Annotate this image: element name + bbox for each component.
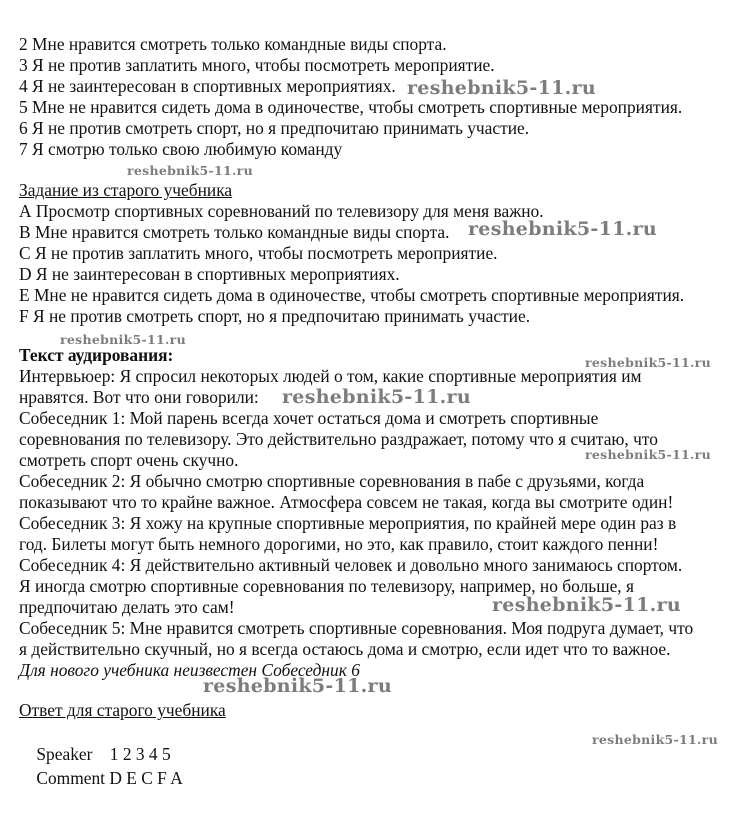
watermark: reshebnik5-11.ru <box>492 594 681 616</box>
comment-letters: D E C F A <box>109 768 183 788</box>
watermark: reshebnik5-11.ru <box>468 218 657 240</box>
transcript-line: Собеседник 3: Я хожу на крупные спортивные мероприятия, по крайней мере один раз в <box>19 513 677 533</box>
list-item: 4 Я не заинтересован в спортивных мероприятиях. <box>19 76 396 96</box>
old-task-item: Е Мне не нравится сидеть дома в одиночестве, чтобы смотреть спортивные мероприятия. <box>19 285 685 305</box>
transcript-line: Интервьюер: Я спросил некоторых людей о том, какие спортивные мероприятия им <box>19 366 642 386</box>
transcript-line: Я иногда смотрю спортивные соревнования по телевизору, например, но больше, я <box>19 576 634 596</box>
watermark: reshebnik5-11.ru <box>127 163 253 178</box>
watermark: reshebnik5-11.ru <box>592 732 718 747</box>
list-item: 7 Я смотрю только свою любимую команду <box>19 139 343 159</box>
transcript-line: Собеседник 4: Я действительно активный человек и довольно много занимаюсь спортом. <box>19 555 683 575</box>
list-item: 5 Мне не нравится сидеть дома в одиночестве, чтобы смотреть спортивные мероприятия. <box>19 97 683 117</box>
transcript-line: я действительно скучный, но я всегда остаюсь дома и смотрю, если идет что то важное. <box>19 639 671 659</box>
watermark: reshebnik5-11.ru <box>60 332 186 347</box>
watermark: reshebnik5-11.ru <box>585 447 711 462</box>
transcript-line: нравятся. Вот что они говорили: <box>19 387 259 407</box>
transcript-line: предпочитаю делать это сам! <box>19 597 235 617</box>
watermark: reshebnik5-11.ru <box>203 675 392 697</box>
transcript-line: соревнования по телевизору. Это действительно раздражает, потому что я считаю, что <box>19 429 658 449</box>
answer-heading: Ответ для старого учебника <box>19 700 226 720</box>
old-task-item: С Я не против заплатить много, чтобы посмотреть мероприятие. <box>19 243 498 263</box>
transcript-line: Собеседник 1: Мой парень всегда хочет остаться дома и смотреть спортивные <box>19 408 599 428</box>
transcript-line: год. Билеты могут быть немного дорогими, но это, как правило, стоит каждого пенни! <box>19 534 659 554</box>
transcript-line: показывают что то крайне важное. Атмосфера совсем не такая, когда вы смотрите один! <box>19 492 674 512</box>
transcript-line: смотреть спорт очень скучно. <box>19 450 239 470</box>
watermark: reshebnik5-11.ru <box>407 77 596 99</box>
transcript-line: Собеседник 2: Я обычно смотрю спортивные соревнования в пабе с друзьями, когда <box>19 471 645 491</box>
old-task-item: F Я не против смотреть спорт, но я предпочитаю принимать участие. <box>19 306 531 326</box>
old-task-heading: Задание из старого учебника <box>19 180 233 200</box>
speaker-numbers: 1 2 3 4 5 <box>109 744 171 764</box>
watermark: reshebnik5-11.ru <box>282 386 471 408</box>
list-item: 6 Я не против смотреть спорт, но я предпочитаю принимать участие. <box>19 118 530 138</box>
old-task-item: В Мне нравится смотреть только командные виды спорта. <box>19 222 450 242</box>
comment-label: Comment <box>36 768 105 788</box>
old-task-item: D Я не заинтересован в спортивных мероприятиях. <box>19 264 400 284</box>
speaker-label: Speaker <box>36 744 93 764</box>
list-item: 3 Я не против заплатить много, чтобы посмотреть мероприятие. <box>19 55 495 75</box>
list-item: 2 Мне нравится смотреть только командные виды спорта. <box>19 34 447 54</box>
transcript-heading: Текст аудирования: <box>19 345 174 365</box>
new-textbook-note: Для нового учебника неизвестен Собеседник 6 <box>19 660 360 680</box>
answer-comment-row <box>19 747 183 810</box>
old-task-item: А Просмотр спортивных соревнований по телевизору для меня важно. <box>19 201 544 221</box>
watermark: reshebnik5-11.ru <box>585 355 711 370</box>
transcript-line: Собеседник 5: Мне нравится смотреть спортивные соревнования. Моя подруга думает, что <box>19 618 694 638</box>
